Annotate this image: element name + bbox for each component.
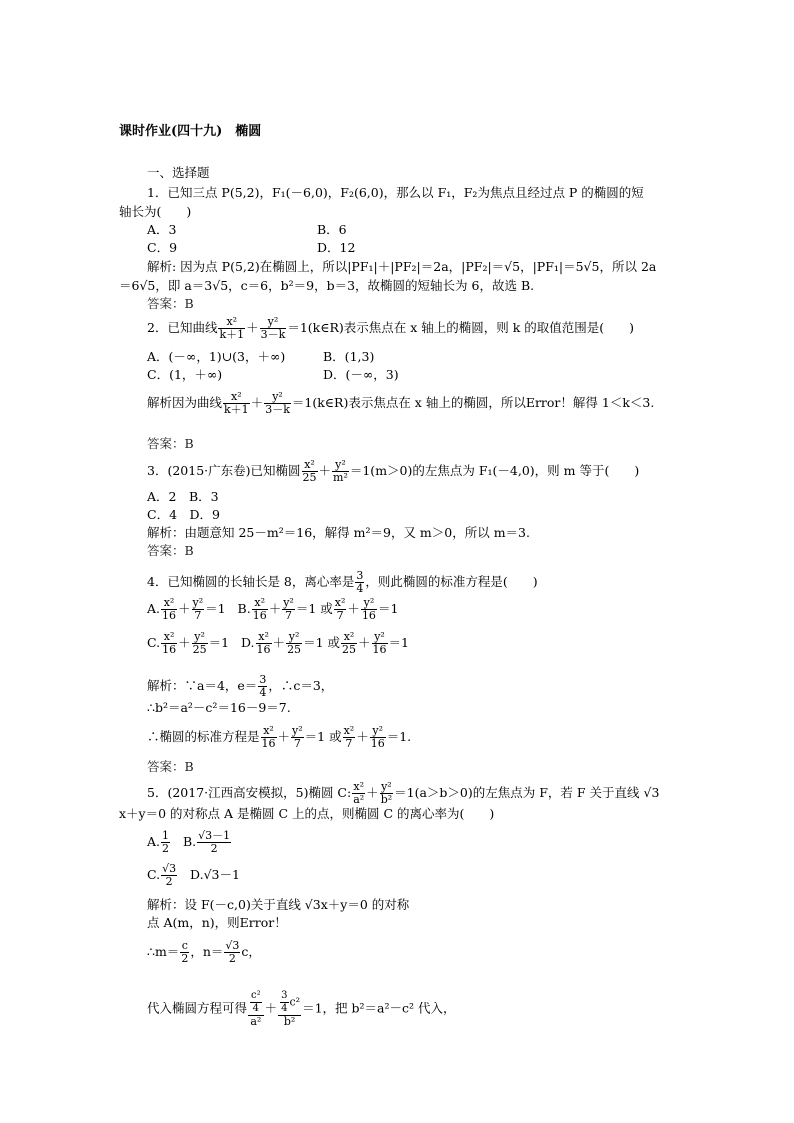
q3-options-cd: C．4 D．9 bbox=[147, 507, 220, 522]
q5-solution-2: 点 A(m，n)，则Error！ bbox=[147, 915, 287, 930]
fraction: $\frac{\text{y²}}{3-k}$ bbox=[260, 315, 286, 341]
q1-options-cd: C．9 D．12 bbox=[147, 240, 356, 255]
q3-solution: 解析：由题意知 25－m²＝16，解得 m²＝9，又 m＞0，所以 m＝3. bbox=[147, 525, 530, 540]
q3-answer: 答案：B bbox=[147, 543, 194, 558]
q1-solution-2: ＝6√5，即 a＝3√5，c＝6，b²＝9，b＝3，故椭圆的短轴长为 6，故选 B. bbox=[119, 278, 535, 293]
q5-options-cd: C. $\frac{√3}{2}$ D.√3－1 bbox=[147, 862, 240, 888]
q1-line1: 1．已知三点 P(5,2)，F₁(－6,0)，F₂(6,0)，那么以 F₁，F₂为焦点且经过点 P 的椭圆的短 bbox=[147, 185, 644, 200]
q5-stem-2: x＋y＝0 的对称点 A 是椭圆 C 上的点，则椭圆 C 的离心率为( ) bbox=[119, 806, 495, 821]
q5-solution-3: ∴m＝ $\frac{c}{2}$ ，n＝ $\frac{√3}{2}$ c， bbox=[147, 939, 261, 965]
fraction: $\frac{3}{4}$ bbox=[356, 569, 364, 595]
q4-solution-2: ∴b²＝a²－c²＝16－9＝7. bbox=[147, 700, 291, 715]
q5-stem: 5．(2017·江西高安模拟，5)椭圆 C: $\frac{\text{x²}}{\text{a²}}$ ＋ $\frac{\text{y²}}{\text{b²}}$ ＝1(a＞b＞0)的左焦点为 F，若 F 关于直线 √3 bbox=[147, 780, 660, 806]
q2-solution: 解析因为曲线 $\frac{\text{x²}}{k+1}$ ＋ $\frac{\text{y²}}{3-k}$ ＝1(k∈R)表示焦点在 x 轴上的椭圆，所以Error！解得 1＜k＜3. bbox=[147, 390, 655, 416]
fraction: $\frac{\text{x²}}{k+1}$ bbox=[219, 315, 245, 341]
fraction: $\frac{\text{y²}}{\text{m²}}$ bbox=[333, 458, 348, 484]
q1-options-ab: A．3 B．6 bbox=[147, 222, 347, 237]
q5-options-ab: A. $\frac{1}{2}$ B. $\frac{√3-1}{2}$ bbox=[147, 829, 231, 855]
fraction: $\frac{\text{x²}}{k+1}$ bbox=[224, 390, 249, 416]
q1-line2: 轴长为( ) bbox=[119, 204, 192, 219]
q2-options-cd: C．(1，＋∞) D．(－∞，3) bbox=[147, 367, 399, 382]
q4-solution-1: 解析：∵a＝4，e＝ $\frac{3}{4}$ ，∴c＝3， bbox=[147, 673, 334, 699]
q4-options-ab: A. $\frac{\text{x²}}{16}$ ＋ $\frac{\text{y²}}{7}$ ＝1 B. $\frac{\text{x²}}{16}$ ＋ $\frac{\text{y²}}{7}$ ＝1 或 $\frac{\text{x²}}{7}$ ＋ $\frac{\text{y²}}{16}$ ＝1 bbox=[147, 596, 399, 622]
q1-solution-1: 解析: 因为点 P(5,2)在椭圆上，所以|PF₁|＋|PF₂|＝2a，|PF₂|＝√5，|PF₁|＝5√5，所以 2a bbox=[147, 259, 657, 274]
q4-options-cd: C. $\frac{\text{x²}}{16}$ ＋ $\frac{\text{y²}}{25}$ ＝1 D. $\frac{\text{x²}}{16}$ ＋ $\frac{\text{y²}}{25}$ ＝1 或 $\frac{\text{x²}}{25}$ ＋ $\frac{\text{y²}}{16}$ ＝1 bbox=[147, 630, 409, 656]
fraction: $\frac{\text{y²}}{3-k}$ bbox=[265, 390, 290, 416]
fraction: $\frac{\text{x²}}{25}$ bbox=[302, 458, 317, 484]
q3-options-ab: A．2 B．3 bbox=[147, 489, 219, 504]
q2-stem: 2．已知曲线 $\frac{\text{x²}}{k+1}$ ＋ $\frac{\text{y²}}{3-k}$ ＝1(k∈R)表示焦点在 x 轴上的椭圆，则 k 的取值范围是( ) bbox=[147, 315, 635, 341]
q2-answer: 答案：B bbox=[147, 436, 194, 451]
q3-stem: 3．(2015·广东卷)已知椭圆 $\frac{\text{x²}}{25}$ ＋ $\frac{\text{y²}}{\text{m²}}$ ＝1(m＞0)的左焦点为 F₁(－4,0)，则 m 等于( ) bbox=[147, 458, 640, 484]
q4-stem: 4．已知椭圆的长轴长是 8，离心率是 $\frac{3}{4}$ ，则此椭圆的标准方程是( ) bbox=[147, 569, 538, 595]
q4-solution-3: ∴椭圆的标准方程是 $\frac{\text{x²}}{16}$ ＋ $\frac{\text{y²}}{7}$ ＝1 或 $\frac{\text{x²}}{7}$ ＋ $\frac{\text{y²}}{16}$ ＝1. bbox=[147, 724, 412, 750]
q2-options-ab: A．(－∞，1)∪(3，＋∞) B．(1,3) bbox=[147, 349, 375, 364]
q5-solution-4: 代入椭圆方程可得 $\frac{\frac{\text{c²}}{4}}{\text{a²}}$ ＋ $\frac{3}{4}$ c² b² ＝1，把 b²＝a²－c² 代入， bbox=[147, 990, 456, 1028]
q4-answer: 答案：B bbox=[147, 759, 194, 774]
q5-solution-1: 解析：设 F(－c,0)关于直线 √3x＋y＝0 的对称 bbox=[147, 897, 410, 912]
q1-answer: 答案：B bbox=[147, 296, 194, 311]
page-title: 课时作业(四十九) 椭圆 bbox=[119, 124, 262, 139]
section-heading: 一、选择题 bbox=[147, 165, 210, 180]
